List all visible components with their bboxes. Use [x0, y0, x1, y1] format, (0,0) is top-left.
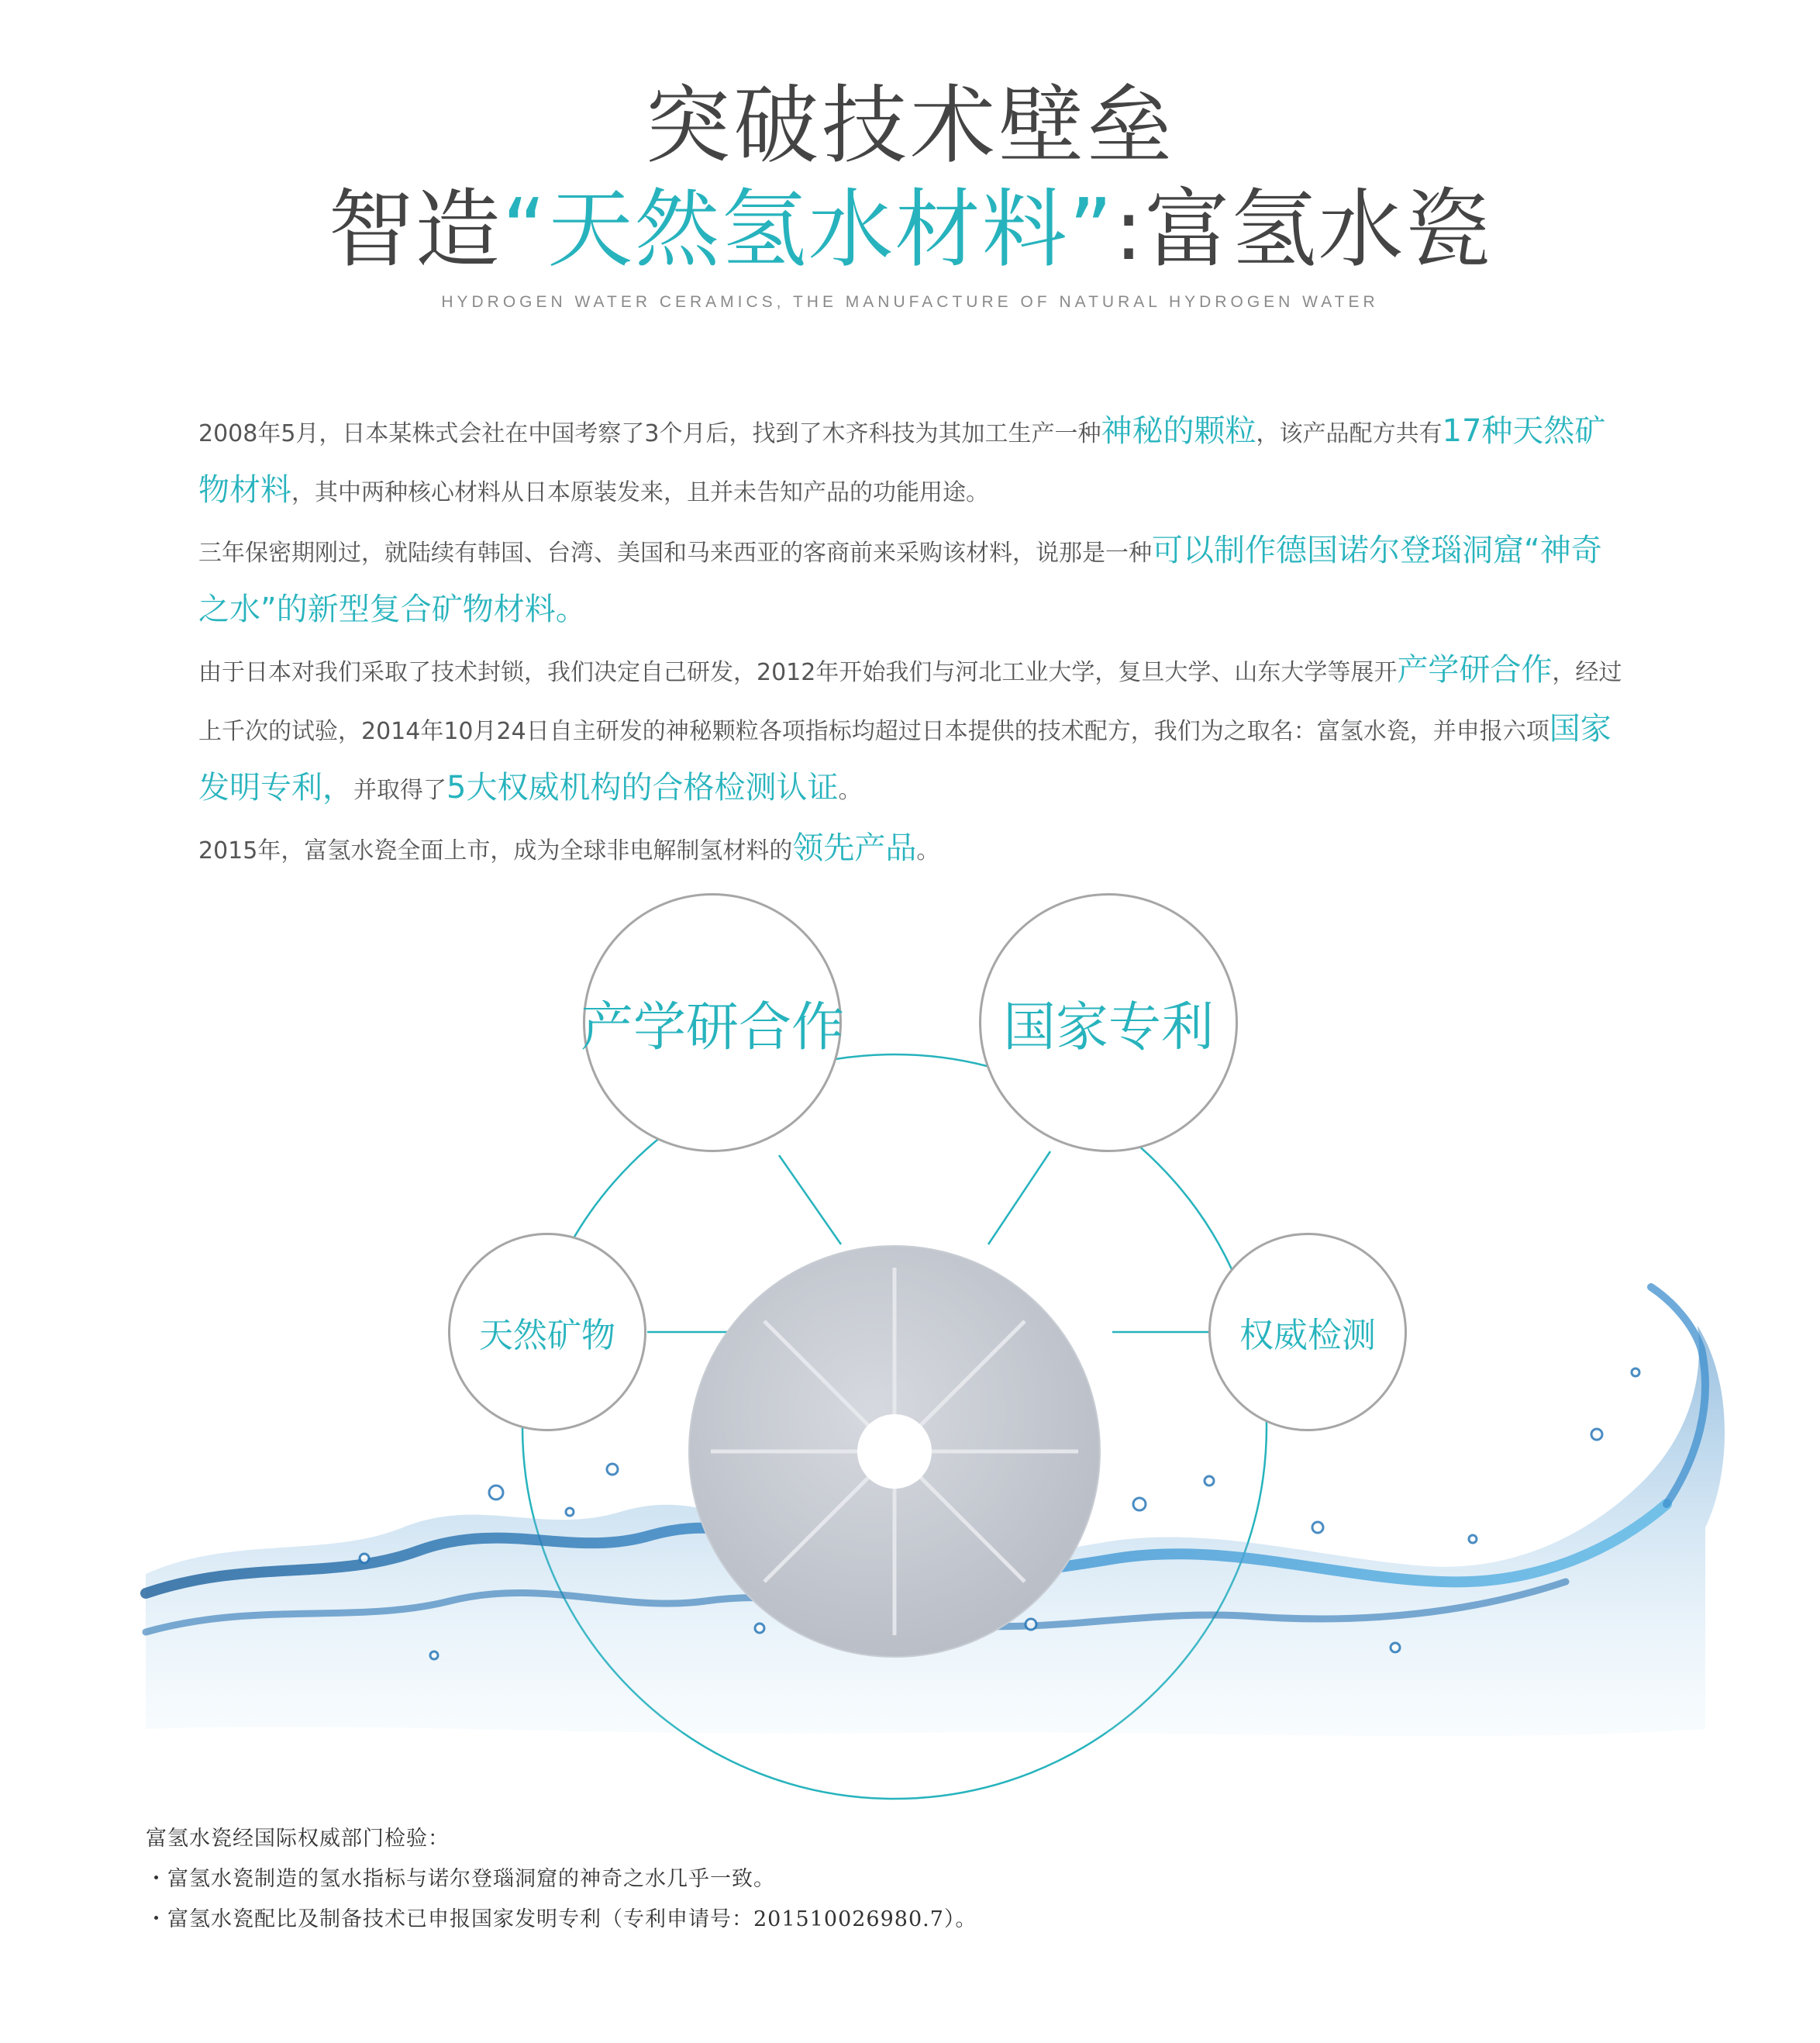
- story-text: 。: [916, 837, 940, 864]
- diagram-artwork: [0, 892, 1820, 1807]
- ceramic-disc: [689, 1246, 1100, 1657]
- title-highlight: “天然氢水材料”: [502, 180, 1115, 279]
- story-text: 2008年5月，日本某株式会社在中国考察了3个月后，找到了木齐科技为其加工生产一种: [198, 420, 1101, 447]
- node-authority-testing: 权威检测: [1208, 1233, 1407, 1431]
- story-text: ，该产品配方共有: [1256, 420, 1443, 447]
- story-text: ，经过上千次的试验，2014年10月24日自主研发的神秘颗粒各项指标均超过日本提供的技术配方，我们为之取名：富氢水瓷，并申报六项: [198, 659, 1622, 745]
- story-text: 并取得了: [353, 777, 446, 804]
- title-suffix: :富氢水瓷: [1114, 180, 1492, 279]
- story-highlight: 国家发明专利，: [198, 711, 1611, 806]
- notes-item: ・富氢水瓷制造的氢水指标与诺尔登瑙洞窟的神奇之水几乎一致。: [146, 1867, 775, 1891]
- notes-item: ・富氢水瓷配比及制备技术已申报国家发明专利（专利申请号：201510026980.7）。: [146, 1907, 977, 1931]
- story-paragraph-2: [198, 523, 1629, 640]
- story-highlight: 可以制作德国诺尔登瑙洞窟“神奇之水”的新型复合矿物材料。: [198, 533, 1602, 627]
- story-text: 2015年，富氢水瓷全面上市，成为全球非电解制氢材料的: [198, 837, 793, 864]
- story-highlight: 神秘的颗粒: [1101, 413, 1256, 449]
- story-text: 三年保密期刚过，就陆续有韩国、台湾、美国和马来西亚的客商前来采购该材料，说那是一种: [198, 540, 1152, 567]
- story-paragraph-4: [198, 820, 1629, 879]
- feature-diagram: [0, 892, 1820, 1807]
- story-highlight: 产学研合作: [1397, 652, 1553, 688]
- story-paragraph-3: [198, 642, 1629, 819]
- story-section: [198, 403, 1629, 881]
- title-prefix: 智造: [328, 180, 502, 279]
- story-paragraph-1: [198, 403, 1629, 521]
- english-subtitle: HYDROGEN WATER CERAMICS, THE MANUFACTURE OF NATURAL HYDROGEN WATER: [441, 293, 1379, 311]
- story-text: 由于日本对我们采取了技术封锁，我们决定自己研发，2012年开始我们与河北工业大学，复旦大学、山东大学等展开: [198, 659, 1398, 686]
- story-highlight: 领先产品: [792, 830, 917, 866]
- story-highlight: 5大权威机构的合格检测认证: [446, 770, 839, 806]
- story-text: ，其中两种核心材料从日本原装发来，且并未告知产品的功能用途。: [291, 479, 989, 506]
- node-natural-minerals: 天然矿物: [448, 1233, 646, 1431]
- inspection-notes: [146, 1819, 1618, 1940]
- node-national-patent: 国家专利: [979, 893, 1238, 1152]
- page-title-line-2: [0, 175, 1820, 284]
- story-text: 。: [838, 777, 862, 804]
- page-title: 突破技术壁垒: [645, 76, 1175, 175]
- notes-heading: 富氢水瓷经国际权威部门检验：: [146, 1827, 450, 1851]
- story-highlight: 17种天然矿物材料: [198, 413, 1606, 508]
- node-industry-academia: 产学研合作: [583, 893, 842, 1152]
